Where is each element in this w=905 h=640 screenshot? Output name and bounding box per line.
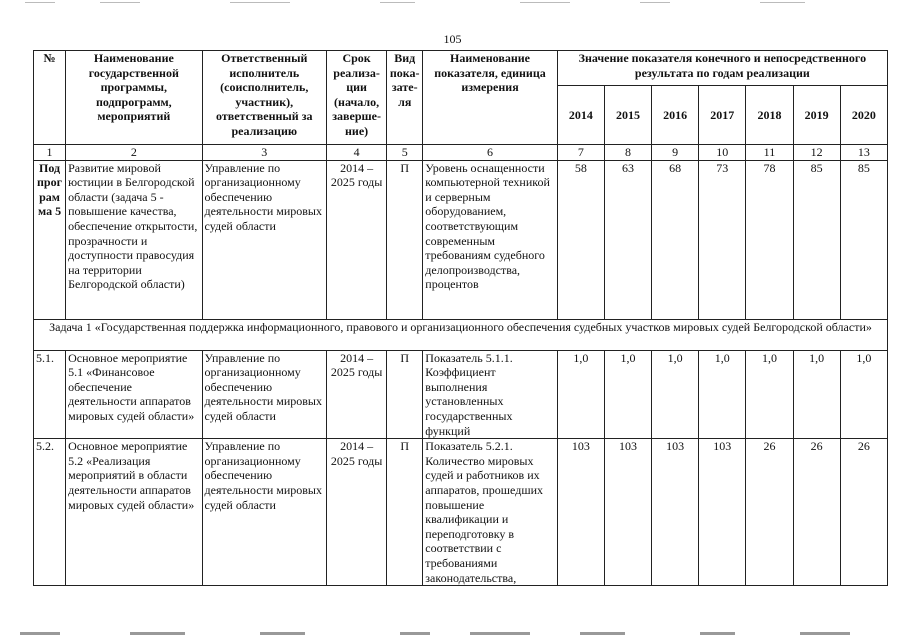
header-row-1 [34, 51, 888, 86]
row-value: 103 [604, 439, 651, 586]
row-no: 5.1. [34, 350, 66, 439]
year-header: 2017 [699, 86, 746, 145]
row-name: Основное мероприятие 5.1 «Финансовое обеспечение деятельности аппаратов мировых судей области» [66, 350, 202, 439]
subprogram-term: 2014 – 2025 годы [326, 160, 386, 319]
row-value: 1,0 [557, 350, 604, 439]
column-number: 3 [202, 145, 326, 161]
row-value: 1,0 [604, 350, 651, 439]
year-header: 2019 [793, 86, 840, 145]
column-number: 1 [34, 145, 66, 161]
row-executor: Управление по организационному обеспечению деятельности мировых судей области [202, 350, 326, 439]
subprogram-type: П [387, 160, 423, 319]
row-value: 1,0 [652, 350, 699, 439]
column-number: 13 [840, 145, 887, 161]
column-number: 9 [652, 145, 699, 161]
year-header: 2018 [746, 86, 793, 145]
column-number: 10 [699, 145, 746, 161]
page-number: 105 [443, 32, 462, 46]
subprogram-row [34, 160, 888, 319]
header-indicator: Наименование показателя, единица измерения [423, 51, 557, 145]
subprogram-name: Развитие мировой юстиции в Белгородской области (задача 5 - повышение качества, обеспечение открытости, прозрачности и доступности правосудия на территории Белгородской области) [66, 160, 202, 319]
row-indicator: Показатель 5.2.1. Количество мировых судей и работников их аппаратов, прошедших повышение квалификации и переподготовку в соответствии с требованиями законодательства, [423, 439, 557, 586]
row-value: 26 [746, 439, 793, 586]
subprogram-value: 78 [746, 160, 793, 319]
row-value: 103 [699, 439, 746, 586]
subprogram-value: 85 [840, 160, 887, 319]
header-no: № [34, 51, 66, 145]
header-executor: Ответственный исполнитель (соисполнитель, участник), ответственный за реализацию [202, 51, 326, 145]
row-type: П [387, 350, 423, 439]
subprogram-no: Под прог рам ма 5 [34, 160, 66, 319]
subprogram-value: 73 [699, 160, 746, 319]
scan-artifact-bottom [0, 632, 905, 636]
year-header: 2016 [652, 86, 699, 145]
scan-artifact-top [0, 2, 905, 3]
row-term: 2014 – 2025 годы [326, 350, 386, 439]
row-value: 26 [840, 439, 887, 586]
year-header: 2020 [840, 86, 887, 145]
column-numbers-row [34, 145, 888, 161]
row-name: Основное мероприятие 5.2 «Реализация мероприятий в области деятельности аппаратов мировых судей области» [66, 439, 202, 586]
column-number: 5 [387, 145, 423, 161]
subprogram-value: 85 [793, 160, 840, 319]
column-number: 12 [793, 145, 840, 161]
subprogram-indicator: Уровень оснащенности компьютерной техникой и серверным оборудованием, соответствующим современным требованиям судебного делопроизводства, процентов [423, 160, 557, 319]
header-name: Наименование государственной программы, подпрограмм, мероприятий [66, 51, 202, 145]
subprogram-value: 68 [652, 160, 699, 319]
column-number: 4 [326, 145, 386, 161]
subprogram-value: 58 [557, 160, 604, 319]
header-type: Вид пока-зате-ля [387, 51, 423, 145]
column-number: 8 [604, 145, 651, 161]
column-number: 11 [746, 145, 793, 161]
subprogram-value: 63 [604, 160, 651, 319]
row-type: П [387, 439, 423, 586]
column-number: 7 [557, 145, 604, 161]
row-value: 1,0 [840, 350, 887, 439]
table-row [34, 350, 888, 439]
row-value: 103 [652, 439, 699, 586]
row-value: 1,0 [746, 350, 793, 439]
row-value: 1,0 [699, 350, 746, 439]
row-executor: Управление по организационному обеспечению деятельности мировых судей области [202, 439, 326, 586]
table-row [34, 439, 888, 586]
row-value: 103 [557, 439, 604, 586]
column-number: 2 [66, 145, 202, 161]
header-term: Срок реализа-ции (начало, заверше-ние) [326, 51, 386, 145]
task-row [34, 319, 888, 350]
column-number: 6 [423, 145, 557, 161]
year-header: 2014 [557, 86, 604, 145]
row-value: 26 [793, 439, 840, 586]
year-header: 2015 [604, 86, 651, 145]
row-term: 2014 – 2025 годы [326, 439, 386, 586]
indicator-table [33, 50, 888, 586]
header-values: Значение показателя конечного и непосредственного результата по годам реализации [557, 51, 887, 86]
subprogram-executor: Управление по организационному обеспечению деятельности мировых судей области [202, 160, 326, 319]
task-title: Задача 1 «Государственная поддержка информационного, правового и организационного обеспечения судебных участков мировых судей Белгородской области» [34, 319, 888, 350]
row-no: 5.2. [34, 439, 66, 586]
row-indicator: Показатель 5.1.1. Коэффициент выполнения установленных государственных функций [423, 350, 557, 439]
row-value: 1,0 [793, 350, 840, 439]
